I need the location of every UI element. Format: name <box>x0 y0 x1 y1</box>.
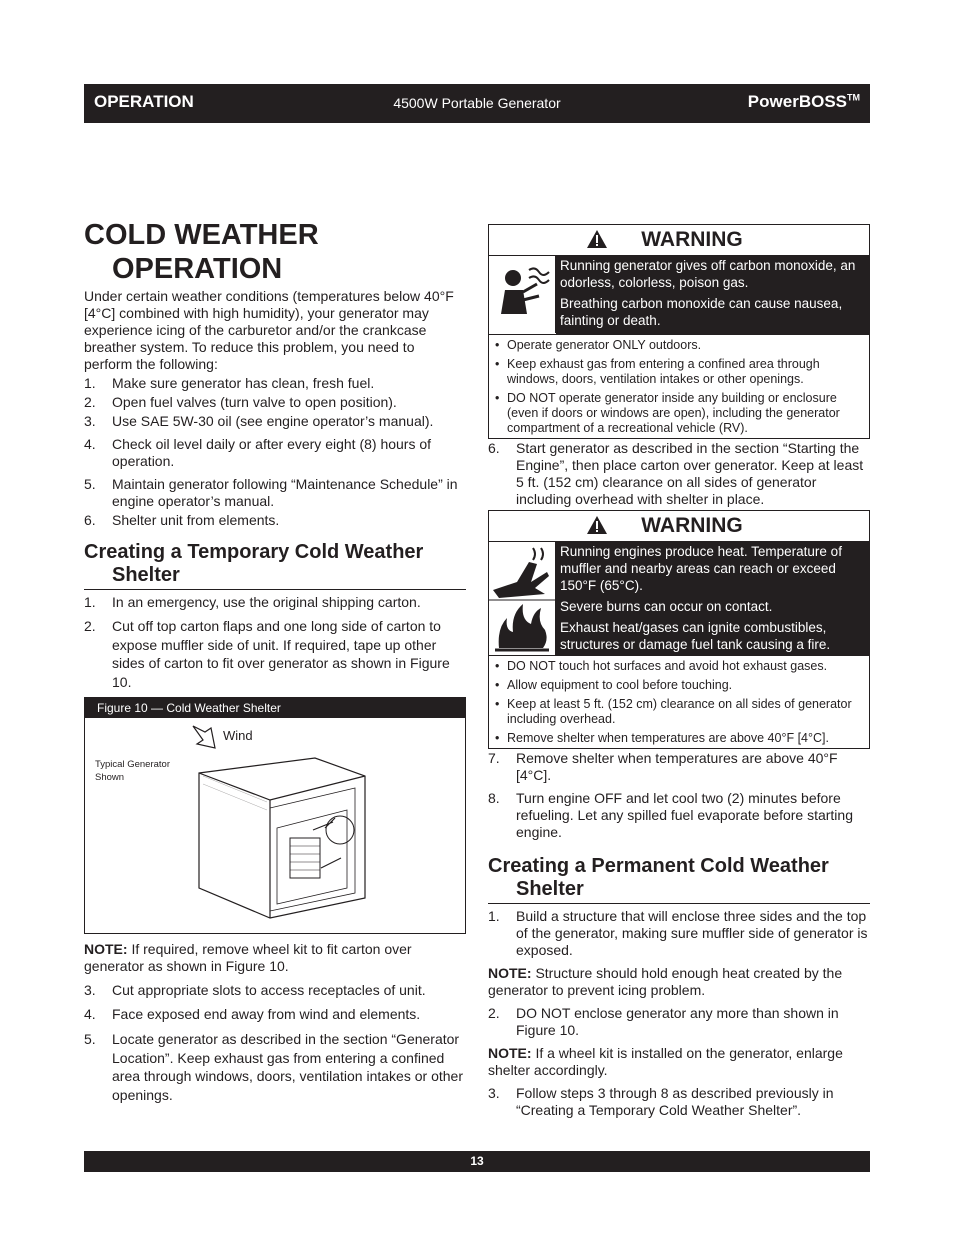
product-name: 4500W Portable Generator <box>393 95 561 111</box>
warning-title: WARNING <box>489 511 869 542</box>
warning-hazard-row <box>489 256 869 334</box>
list-item: 5. Locate generator as described in the section “Generator Location”. Keep exhaust gas from entering a confined area through windows, doors, ventilation intakes or other openings. <box>84 1031 463 1103</box>
warning-triangle-icon <box>586 229 608 249</box>
list-item: 3. Cut appropriate slots to access receptacles of unit. <box>84 982 426 998</box>
list-item: 7. Remove shelter when temperatures are above 40°F [4°C]. <box>488 750 838 783</box>
warning-bullets <box>489 655 869 748</box>
list-item: 2. Cut off top carton flaps and one long side of carton to expose muffler side of unit. If required, tape up other sides of carton to fit over generator as shown in Figure 10. <box>84 618 450 690</box>
hot-surface-icon <box>493 548 549 598</box>
fire-icon <box>495 604 549 650</box>
list-item: 6. Shelter unit from elements. <box>84 512 280 528</box>
brand-logo: PowerBOSS™ <box>747 92 860 111</box>
list-item: 8. Turn engine OFF and let cool two (2) minutes before refueling. Let any spilled fuel evaporate before starting engine. <box>488 790 853 840</box>
list-item: 2. DO NOT enclose generator any more than shown in Figure 10. <box>488 1005 839 1038</box>
list-item: • DO NOT touch hot surfaces and avoid hot exhaust gases. <box>493 659 865 674</box>
note-paragraph: NOTE: Structure should hold enough heat created by the generator to prevent icing problem. <box>488 965 843 998</box>
left-column <box>84 218 466 1104</box>
list-item: 1. Make sure generator has clean, fresh fuel. <box>84 375 375 391</box>
warning-hazard-text: Running engines produce heat. Temperature of muffler and nearby areas can reach or exceed 150°F (65°C). Severe burns can occur on contact. Exhaust heat/gases can ignite combustibles, structures or damage fuel tank causing a fire. <box>556 542 869 655</box>
list-item: • Remove shelter when temperatures are above 40°F [4°C]. <box>493 731 865 746</box>
permanent-shelter-step-3 <box>488 1085 870 1119</box>
shelter-illustration <box>85 718 465 933</box>
page-title: COLD WEATHER OPERATION <box>84 219 319 285</box>
permanent-shelter-step-2 <box>488 1005 870 1039</box>
list-item: 5. Maintain generator following “Maintenance Schedule” in engine operator’s manual. <box>84 476 458 509</box>
warning-title: WARNING <box>489 225 869 256</box>
list-item: 1. In an emergency, use the original shipping carton. <box>84 594 421 610</box>
warning-triangle-icon <box>586 515 608 535</box>
generator-in-carton-drawing <box>85 718 465 933</box>
list-item: • DO NOT operate generator inside any building or enclosure (even if doors or windows are open), including the generator compartment of a recreational vehicle (RV). <box>493 391 865 436</box>
warning-hazard-text: Running generator gives off carbon monoxide, an odorless, colorless, poison gas. Breathing carbon monoxide can cause nausea, fainting or death. <box>556 256 869 334</box>
intro-paragraph: Under certain weather conditions (temperatures below 40°F [4°C] combined with high humidity), your generator may experience icing of the carburetor and/or the crankcase breather system. To reduce this problem, you need to perform the following: <box>84 288 454 372</box>
right-column <box>488 224 870 1119</box>
warning-hazard-row <box>489 542 869 655</box>
warning-bullets <box>489 334 869 438</box>
wind-arrow-icon <box>193 726 215 748</box>
figure-caption: Figure 10 — Cold Weather Shelter <box>85 698 465 718</box>
temporary-shelter-steps <box>84 594 466 691</box>
hazard-icons <box>489 542 556 655</box>
warning-box-hot-surfaces <box>488 510 870 749</box>
list-item: 1. Build a structure that will enclose three sides and the top of the generator, making sure muffler side of generator is exposed. <box>488 908 868 958</box>
list-item: • Keep exhaust gas from entering a confined area through windows, doors, ventilation intakes or other openings. <box>493 357 865 387</box>
list-item: • Allow equipment to cool before touching. <box>493 678 865 693</box>
warning-box-carbon-monoxide <box>488 224 870 439</box>
list-item: 2. Open fuel valves (turn valve to open position). <box>84 394 397 410</box>
permanent-shelter-step-1 <box>488 908 870 959</box>
page-header <box>84 84 870 123</box>
wind-label: Wind <box>223 728 253 743</box>
list-item: 4. Face exposed end away from wind and elements. <box>84 1006 421 1022</box>
note-paragraph: NOTE: If required, remove wheel kit to fit carton over generator as shown in Figure 10. <box>84 941 412 974</box>
temporary-shelter-steps-cont <box>84 982 466 1104</box>
list-item: 6. Start generator as described in the section “Starting the Engine”, then place carton over generator. Keep at least 5 ft. (152 cm) clearance on all sides of generator including overhead with shelter in place. <box>488 440 864 507</box>
generator-label: Typical Generator Shown <box>95 759 170 783</box>
shelter-steps-7-8 <box>488 750 870 841</box>
shelter-step-6 <box>488 440 870 508</box>
list-item: 4. Check oil level daily or after every eight (8) hours of operation. <box>84 436 432 469</box>
list-item: • Keep at least 5 ft. (152 cm) clearance on all sides of generator including overhead. <box>493 697 865 727</box>
section-heading-permanent-shelter: Creating a Permanent Cold Weather Shelter <box>488 855 870 904</box>
section-heading-temporary-shelter: Creating a Temporary Cold Weather Shelter <box>84 541 466 590</box>
figure-cold-weather-shelter <box>84 697 466 934</box>
list-item: 3. Follow steps 3 through 8 as described previously in “Creating a Temporary Cold Weather Shelter”. <box>488 1085 834 1118</box>
note-paragraph: NOTE: If a wheel kit is installed on the generator, enlarge shelter accordingly. <box>488 1045 843 1078</box>
carbon-monoxide-icon <box>489 256 556 333</box>
list-item: 3. Use SAE 5W-30 oil (see engine operator’s manual). <box>84 413 434 429</box>
section-title: OPERATION <box>94 92 194 111</box>
list-item: • Operate generator ONLY outdoors. <box>493 338 865 353</box>
page-number: 13 <box>84 1151 870 1172</box>
cold-weather-steps <box>84 375 466 529</box>
